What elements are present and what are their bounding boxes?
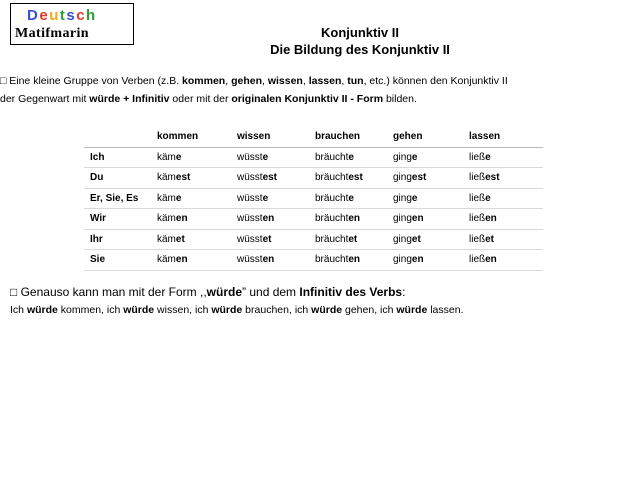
verb-stem: ging [393,151,412,163]
conjugation-cell [151,147,231,168]
conjugation-cell [151,209,231,230]
example-text: ich [380,304,397,316]
conjugation-cell [387,229,463,250]
conjugation-cell [151,188,231,209]
intro-text: , [302,75,309,87]
intro-text: oder mit der [169,93,232,105]
conjugation-cell [151,229,231,250]
wuerde-word: würde [26,304,58,316]
table-row [84,229,543,250]
verb-stem: bräucht [315,172,349,184]
example-text: lassen. [427,304,464,316]
conjugation-cell [463,250,543,271]
verb-ending: e [175,151,182,163]
verb-ending: en [262,254,275,266]
verb-stem: ließ [469,172,486,184]
verb-stem: bräucht [315,254,349,266]
verb-ending: est [348,172,363,184]
verb-gehen: gehen [231,75,262,87]
table-row [84,147,543,168]
verb-ending: et [485,233,495,245]
verb-tun: tun [347,75,364,87]
table-header-cell: gehen [387,127,463,147]
verb-ending: en [175,213,188,225]
verb-ending: e [485,151,491,163]
conjugation-cell [309,209,387,230]
verb-ending: est [411,172,427,184]
verb-stem: ließ [469,254,486,266]
conjugation-cell [151,168,231,189]
verb-stem: bräucht [315,151,349,163]
conjugation-cell [231,229,309,250]
verb-stem: wüsst [237,233,263,245]
logo-letter: c [76,7,87,24]
conjugation-cell [387,147,463,168]
wuerde-word: würde [396,304,428,316]
table-row [84,168,543,189]
verb-stem: käm [157,233,176,245]
conjugation-cell [231,168,309,189]
checkbox-bullet-icon: □ [10,285,18,299]
verb-stem: wüsst [237,254,263,266]
conjugation-cell [231,147,309,168]
infinitiv-des-verbs: Infinitiv des Verbs [299,285,403,299]
table-header-cell: kommen [151,127,231,147]
verb-stem: ging [393,233,412,245]
verb-stem: ließ [469,233,486,245]
verb-stem: ging [393,172,412,184]
table-header-cell: wissen [231,127,309,147]
second-line-1 [10,283,463,301]
logo-letter: D [27,7,40,24]
conjugation-cell [463,209,543,230]
table-header-row [84,127,543,147]
example-text: ich [195,304,212,316]
example-text: gehen, [342,304,381,316]
logo-letter: h [86,7,97,24]
conjugation-cell [387,168,463,189]
table-row [84,188,543,209]
verb-stem: ging [393,254,412,266]
pronoun-cell: Du [84,168,151,189]
conjugation-cell [309,147,387,168]
logo-letter: s [66,7,77,24]
verb-stem: bräucht [315,213,349,225]
verb-stem: käm [157,192,176,204]
verb-stem: ging [393,192,412,204]
logo-subtitle: Matifmarin [15,26,89,41]
verb-ending: en [411,254,424,266]
verb-ending: est [262,172,278,184]
conjugation-cell [463,147,543,168]
conjugation-cell [463,168,543,189]
conjugation-cell [463,188,543,209]
verb-stem: käm [157,151,176,163]
verb-stem: wüsst [237,213,263,225]
example-text: brauchen, [242,304,295,316]
verb-ending: en [262,213,275,225]
logo-letter: t [59,7,67,24]
intro-text: der Gegenwart mit [0,93,90,105]
pronoun-cell: Ich [84,147,151,168]
verb-ending: et [262,233,272,245]
verb-ending: e [411,151,418,163]
intro-line-2 [0,90,508,108]
example-text: ich [106,304,124,316]
verb-ending: e [348,192,354,204]
wuerde-word: würde [206,285,243,299]
conjugation-cell [231,209,309,230]
original-form: originalen Konjunktiv II - Form [231,93,384,105]
verb-ending: en [411,213,424,225]
title-line-2: Die Bildung des Konjunktiv II [270,42,450,57]
verb-stem: wüsst [237,151,263,163]
logo-letter: u [49,7,60,24]
example-line [10,301,463,319]
verb-stem: bräucht [315,192,349,204]
second-text: ” und dem [242,285,300,299]
verb-ending: en [485,254,497,266]
intro-text: , [261,75,268,87]
intro-text: , etc.) können den Konjunktiv II [363,75,508,87]
verb-ending: e [485,192,491,204]
wuerde-word: würde [123,304,155,316]
verb-ending: et [175,233,185,245]
verb-stem: wüsst [237,192,263,204]
conjugation-cell [151,250,231,271]
second-text: Genauso kann man mit der Form ,, [17,285,207,299]
verb-ending: e [262,151,269,163]
verb-stem: bräucht [315,233,349,245]
verb-ending: e [175,192,182,204]
logo-word [27,7,97,24]
formula-wuerde-infinitiv: würde + Infinitiv [89,93,170,105]
verb-stem: ließ [469,213,486,225]
pronoun-cell: Ihr [84,229,151,250]
example-text: Ich [10,304,27,316]
title-line-1: Konjunktiv II [321,25,399,40]
intro-text: bilden. [383,93,417,105]
intro-text: Eine kleine Gruppe von Verben (z.B. [6,75,183,87]
verb-ending: en [348,254,361,266]
verb-ending: e [348,151,354,163]
second-paragraph [10,283,463,319]
verb-ending: e [411,192,418,204]
checkbox-bullet-icon: □ [0,75,7,87]
verb-kommen: kommen [182,75,226,87]
table-row [84,209,543,230]
verb-stem: wüsst [237,172,263,184]
intro-line-1 [0,72,508,90]
table-header-cell: brauchen [309,127,387,147]
intro-text: , [341,75,348,87]
verb-ending: et [411,233,421,245]
verb-stem: ging [393,213,412,225]
table-header-cell [84,127,151,147]
verb-ending: et [348,233,358,245]
verb-ending: en [348,213,361,225]
example-text: kommen, [57,304,107,316]
verb-stem: ließ [469,151,486,163]
page-title [150,24,570,58]
example-text: ich [294,304,312,316]
verb-ending: est [485,172,500,184]
conjugation-cell [309,250,387,271]
logo-letter: e [39,7,50,24]
verb-stem: käm [157,172,176,184]
second-text: : [402,285,406,299]
conjugation-cell [309,168,387,189]
conjugation-cell [309,229,387,250]
example-text: wissen, [154,304,195,316]
conjugation-cell [387,188,463,209]
pronoun-cell: Sie [84,250,151,271]
verb-lassen: lassen [308,75,342,87]
table-header-cell: lassen [463,127,543,147]
intro-paragraph [0,72,508,108]
verb-wissen: wissen [267,75,303,87]
verb-stem: ließ [469,192,486,204]
conjugation-cell [231,250,309,271]
conjugation-table [84,127,543,271]
pronoun-cell: Wir [84,209,151,230]
conjugation-cell [387,209,463,230]
logo [10,3,134,45]
wuerde-word: würde [211,304,243,316]
conjugation-cell [463,229,543,250]
conjugation-cell [231,188,309,209]
verb-stem: käm [157,213,176,225]
verb-ending: est [175,172,191,184]
conjugation-cell [309,188,387,209]
verb-stem: käm [157,254,176,266]
verb-ending: e [262,192,269,204]
intro-text: , [225,75,232,87]
wuerde-word: würde [311,304,343,316]
table-row [84,250,543,271]
verb-ending: en [175,254,188,266]
conjugation-cell [387,250,463,271]
pronoun-cell: Er, Sie, Es [84,188,151,209]
verb-ending: en [485,213,497,225]
